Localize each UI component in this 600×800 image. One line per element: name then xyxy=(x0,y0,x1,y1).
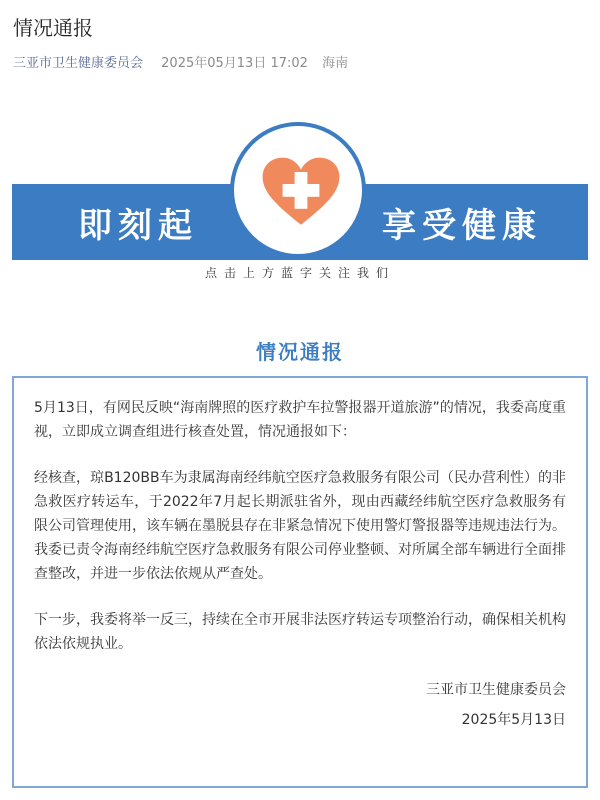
notice-paragraph-3: 下一步，我委将举一反三，持续在全市开展非法医疗转运专项整治行动，确保相关机构依法依规执业。 xyxy=(34,612,566,652)
account-name-link[interactable]: 三亚市卫生健康委员会 xyxy=(13,56,144,71)
banner-right-text: 享受健康 xyxy=(382,206,542,246)
article-title: 情况通报 xyxy=(13,16,93,40)
notice-heading: 情况通报 xyxy=(256,340,344,364)
banner-left-text: 即刻起 xyxy=(78,206,198,246)
publish-date: 2025年05月13日 17:02 xyxy=(161,56,308,71)
notice-signature-block xyxy=(34,678,566,732)
notice-signature: 三亚市卫生健康委员会 xyxy=(426,682,566,698)
notice-box xyxy=(12,376,588,788)
notice-sign-date: 2025年5月13日 xyxy=(461,712,566,728)
heart-cross-icon xyxy=(261,156,341,228)
notice-paragraph-2: 经核查，琼B120BB车为隶属海南经纬航空医疗急救服务有限公司（民办营利性）的非急救医疗转运车，于2022年7月起长期派驻省外，现由西藏经纬航空医疗急救服务有限公司管理使用，该车辆在墨脱县存在非紧急情况下使用警灯警报器等违规违法行为。我委已责令海南经纬航空医疗急救服务有限公司停业整顿、对所属全部车辆进行全面排查整改，并进一步依法依规从严查处。 xyxy=(34,470,566,582)
notice-paragraph-1: 5月13日，有网民反映“海南牌照的医疗救护车拉警报器开道旅游”的情况，我委高度重视，立即成立调查组进行核查处置，情况通报如下： xyxy=(34,400,566,440)
banner-circle xyxy=(230,122,366,258)
article-meta xyxy=(13,52,348,71)
publish-location: 海南 xyxy=(322,56,349,71)
header-banner xyxy=(12,122,588,302)
follow-prompt: 点击上方蓝字关注我们 xyxy=(204,266,395,280)
